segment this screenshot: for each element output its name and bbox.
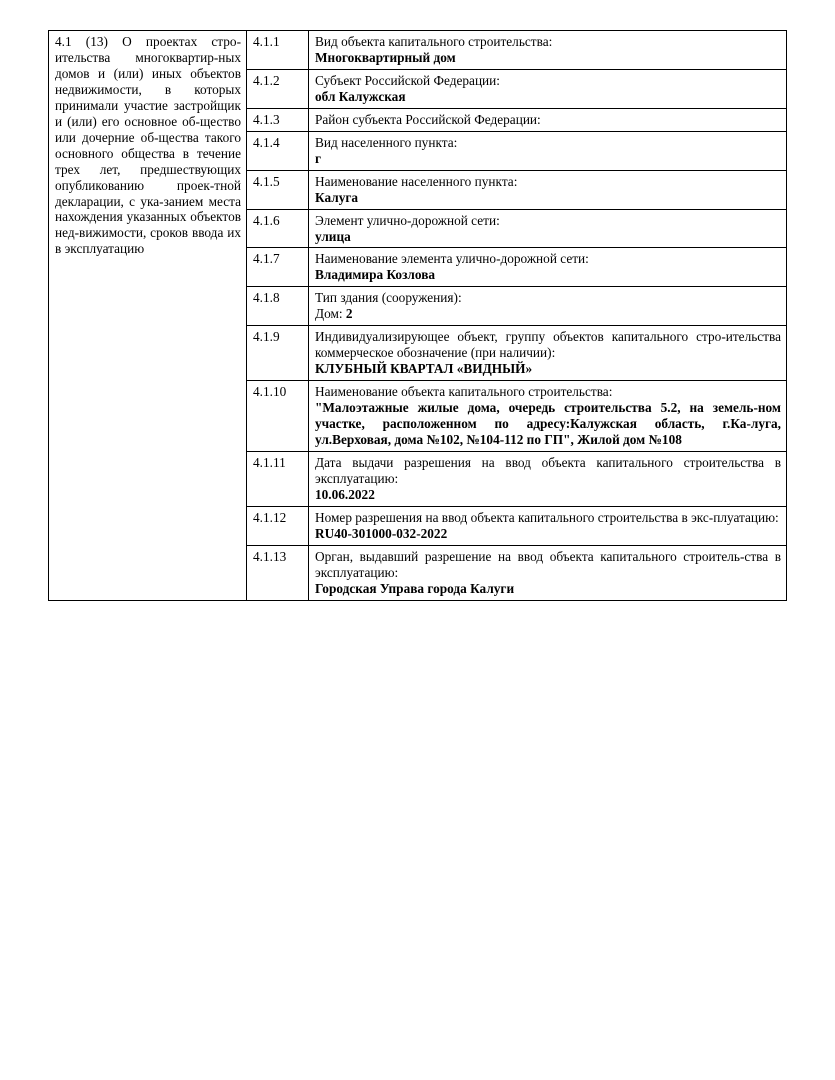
row-value-cell xyxy=(309,131,787,170)
row-value: Городская Управа города Калуги xyxy=(315,580,515,596)
row-value xyxy=(315,306,781,322)
row-value: обл Калужская xyxy=(315,88,406,104)
row-label: Номер разрешения на ввод объекта капитального строительства в экс-плуатацию: xyxy=(315,509,779,525)
row-label: Дата выдачи разрешения на ввод объекта капитального строительства в эксплуатацию: xyxy=(315,454,781,486)
row-value-cell xyxy=(309,287,787,326)
row-label: Вид объекта капитального строительства: xyxy=(315,34,553,49)
row-code: 4.1.1 xyxy=(247,31,309,70)
row-code: 4.1.2 xyxy=(247,69,309,108)
row-value-cell xyxy=(309,506,787,545)
row-code: 4.1.12 xyxy=(247,506,309,545)
row-value-cell xyxy=(309,209,787,248)
row-value: Калуга xyxy=(315,189,359,205)
row-value-prefix: Дом: xyxy=(315,306,346,322)
row-value-cell xyxy=(309,381,787,452)
row-label: Наименование элемента улично-дорожной сети: xyxy=(315,251,589,267)
row-label: Вид населенного пункта: xyxy=(315,134,458,150)
row-value-cell xyxy=(309,170,787,209)
row-value-cell xyxy=(309,545,787,600)
row-value-cell xyxy=(309,326,787,381)
row-value-cell xyxy=(309,69,787,108)
row-value-cell xyxy=(309,451,787,506)
row-value-cell xyxy=(309,108,787,131)
row-value: Многоквартирный дом xyxy=(315,49,456,65)
row-code: 4.1.8 xyxy=(247,287,309,326)
row-value: КЛУБНЫЙ КВАРТАЛ «ВИДНЫЙ» xyxy=(315,361,533,377)
row-code: 4.1.13 xyxy=(247,545,309,600)
row-value-bold: 2 xyxy=(345,306,353,322)
row-code: 4.1.3 xyxy=(247,108,309,131)
table-row xyxy=(49,31,787,70)
row-code: 4.1.11 xyxy=(247,451,309,506)
row-label: Наименование объекта капитального строительства: xyxy=(315,384,613,400)
row-code: 4.1.5 xyxy=(247,170,309,209)
row-value-cell xyxy=(309,31,787,70)
row-label: Наименование населенного пункта: xyxy=(315,173,518,189)
row-code: 4.1.9 xyxy=(247,326,309,381)
row-value: "Малоэтажные жилые дома, очередь строительства 5.2, на земель-ном участке, расположенном по адресу:Калужская область, г.Ка-луга, ул.Верховая, дома №102, №104-112 по ГП", Жилой дом №108 xyxy=(315,400,781,448)
section-description-cell xyxy=(49,31,247,601)
row-code: 4.1.6 xyxy=(247,209,309,248)
row-code: 4.1.10 xyxy=(247,381,309,452)
row-value: RU40-301000-032-2022 xyxy=(315,525,448,541)
row-label: Орган, выдавший разрешение на ввод объекта капитального строитель-ства в эксплуатацию: xyxy=(315,548,781,580)
row-label: Индивидуализирующее объект, группу объектов капитального стро-ительства коммерческое обозначение (при наличии): xyxy=(315,329,781,361)
row-label: Элемент улично-дорожной сети: xyxy=(315,212,500,228)
declaration-table xyxy=(48,30,787,601)
row-code: 4.1.7 xyxy=(247,248,309,287)
row-value: г xyxy=(315,150,322,166)
row-code: 4.1.4 xyxy=(247,131,309,170)
row-label: Район субъекта Российской Федерации: xyxy=(315,111,541,127)
row-label: Субъект Российской Федерации: xyxy=(315,72,500,88)
table-body xyxy=(49,31,787,601)
row-value: Владимира Козлова xyxy=(315,267,436,283)
row-value: улица xyxy=(315,228,351,244)
section-description-text: 4.1 (13) О проектах стро-ительства многоквартир-ных домов и (или) иных объектов недвижимости, в которых принимали участие застройщик и (или) его основное об-щество или дочерние об-щества такого основного общества в течение трех лет, предшествующих опубликованию проек-тной декларации, с ука-занием места нахождения указанных объектов нед-вижимости, сроков ввода их в эксплуатацию xyxy=(55,34,241,257)
row-value-cell xyxy=(309,248,787,287)
row-value: 10.06.2022 xyxy=(315,486,375,502)
row-label: Тип здания (сооружения): xyxy=(315,290,462,306)
